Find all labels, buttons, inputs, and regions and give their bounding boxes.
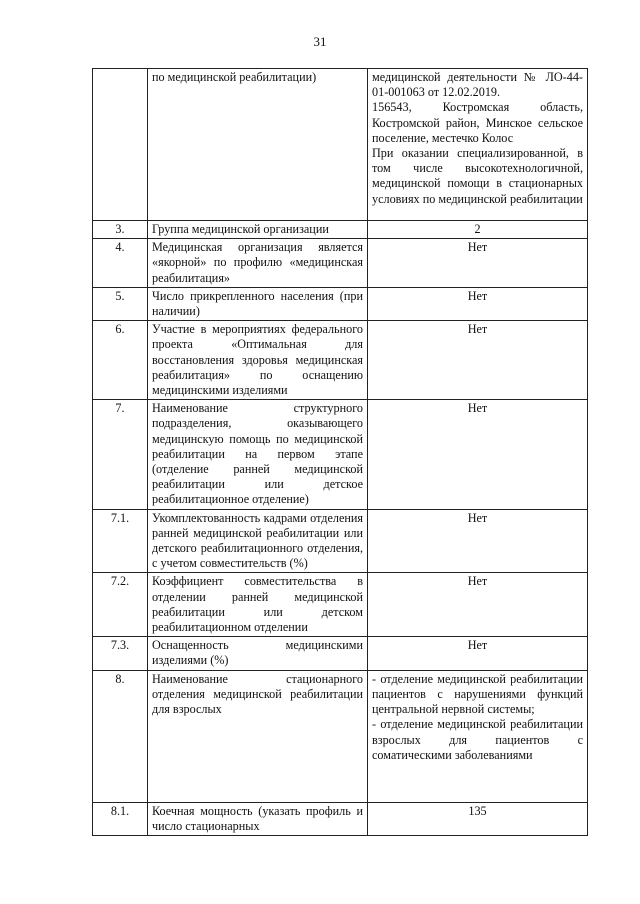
page-number: 31	[313, 34, 327, 49]
row-value: 135	[368, 802, 588, 835]
table-row	[93, 573, 588, 637]
table-row	[93, 221, 588, 239]
row-name: Коечная мощность (указать профиль и число стационарных	[148, 802, 368, 835]
row-number: 3.	[93, 221, 148, 239]
table-row	[93, 239, 588, 288]
row-name: по медицинской реабилитации)	[148, 69, 368, 221]
table-row	[93, 287, 588, 320]
row-value: Нет	[368, 287, 588, 320]
row-name: Наименование структурного подразделения, оказывающего медицинскую помощь по медицинской реабилитации на первом этапе (отделение ранней медицинской реабилитации или детское реабилитационное отделение)	[148, 400, 368, 509]
table-row	[93, 509, 588, 573]
row-name: Коэффициент совместительства в отделении ранней медицинской реабилитации или детском реабилитационном отделении	[148, 573, 368, 637]
row-number: 7.3.	[93, 637, 148, 670]
row-name: Группа медицинской организации	[148, 221, 368, 239]
row-value: Нет	[368, 239, 588, 288]
row-value: Нет	[368, 321, 588, 400]
care-conditions-text: При оказании специализированной, в том числе высокотехнологичной, медицинской помощи в стационарных условиях по медицинской реабилитации	[372, 146, 583, 206]
document-table	[92, 68, 588, 836]
row-value: 2	[368, 221, 588, 239]
license-text: медицинской деятельности № ЛО-44-01-001063 от 12.02.2019.	[372, 70, 583, 100]
row-value: Нет	[368, 509, 588, 573]
department-item: - отделение медицинской реабилитации взрослых для пациентов с соматическими заболеваниями	[372, 717, 583, 762]
row-number: 8.1.	[93, 802, 148, 835]
table-row	[93, 69, 588, 221]
row-number: 7.2.	[93, 573, 148, 637]
row-value	[368, 69, 588, 221]
table-row	[93, 637, 588, 670]
row-number: 6.	[93, 321, 148, 400]
row-number: 7.	[93, 400, 148, 509]
row-name: Число прикрепленного населения (при наличии)	[148, 287, 368, 320]
table-row	[93, 802, 588, 835]
row-name: Медицинская организация является «якорной» по профилю «медицинская реабилитация»	[148, 239, 368, 288]
address-text: 156543, Костромская область, Костромской район, Минское сельское поселение, местечко Колос	[372, 100, 583, 145]
row-number	[93, 69, 148, 221]
row-value: Нет	[368, 400, 588, 509]
row-number: 8.	[93, 670, 148, 802]
row-name: Оснащенность медицинскими изделиями (%)	[148, 637, 368, 670]
row-number: 7.1.	[93, 509, 148, 573]
row-name: Укомплектованность кадрами отделения ранней медицинской реабилитации или детского реабилитационного отделения, с учетом совместительств (%)	[148, 509, 368, 573]
row-name: Наименование стационарного отделения медицинской реабилитации для взрослых	[148, 670, 368, 802]
table-row	[93, 400, 588, 509]
table-row	[93, 670, 588, 802]
row-value: Нет	[368, 573, 588, 637]
row-value: Нет	[368, 637, 588, 670]
row-value	[368, 670, 588, 802]
row-name: Участие в мероприятиях федерального проекта «Оптимальная для восстановления здоровья медицинская реабилитация» по оснащению медицинскими изделиями	[148, 321, 368, 400]
department-item: - отделение медицинской реабилитации пациентов с нарушениями функций центральной нервной системы;	[372, 671, 583, 717]
row-number: 4.	[93, 239, 148, 288]
row-number: 5.	[93, 287, 148, 320]
table-row	[93, 321, 588, 400]
